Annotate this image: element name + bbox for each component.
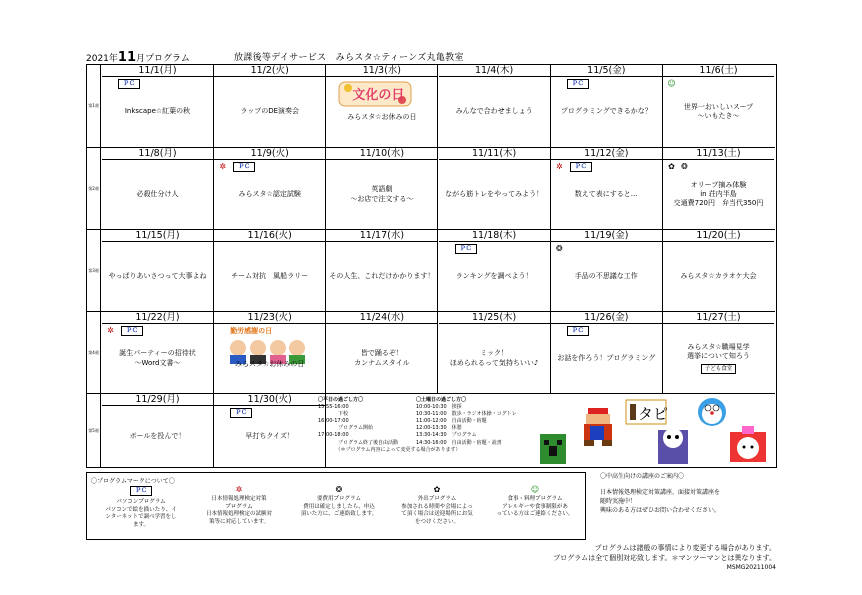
saturday-row: 12:00-13:30 休憩 [416, 425, 462, 432]
day-event [441, 162, 548, 227]
event-line: 英語劇 [371, 185, 393, 194]
weekday-row: 15:55-16:00 [318, 404, 349, 411]
day-event [104, 408, 211, 465]
legend-item-desc: ンターネットで調べ学習をし [105, 514, 177, 520]
legend-item-desc: っている方はご連絡ください。 [496, 511, 574, 517]
week-label: 第1週 [87, 65, 101, 147]
legend-item [389, 484, 485, 526]
day-cell [214, 394, 326, 467]
legend-item-desc: 日本情報処理検定の試験対 [205, 511, 272, 517]
kinro-kansha-art [224, 326, 308, 364]
day-date: 11/29(月) [102, 394, 213, 406]
day-date: 11/25(木) [439, 312, 550, 324]
doraemon-icon [698, 398, 726, 426]
day-cell [663, 65, 774, 147]
day-event [216, 79, 323, 145]
legend-item-name: 食事・料理プログラム [507, 496, 563, 502]
day-cell [326, 230, 438, 311]
day-cell [326, 65, 438, 147]
license-icon: ✲ [219, 162, 227, 171]
day-date: 11/10(水) [326, 148, 437, 160]
ghost-character-icon [658, 428, 688, 464]
legend-item-name: 要費用プログラム [317, 496, 361, 502]
day-date: 11/8(月) [102, 148, 213, 160]
day-event [216, 408, 323, 465]
day-event [328, 162, 435, 227]
pc-tag: ＰＣ [455, 244, 477, 254]
day-date: 11/12(金) [551, 148, 662, 160]
week-label: 第4週 [87, 312, 101, 393]
event-line: ～お店で注文する～ [350, 194, 414, 203]
day-event [328, 244, 435, 309]
event-line: やっぱりあいさつって大事よね [108, 271, 207, 280]
day-cell [326, 148, 438, 229]
weekday-row: 17:00-18:00 [318, 432, 349, 439]
bunka-no-hi-art [338, 80, 412, 108]
day-event [665, 162, 772, 227]
day-date: 11/22(月) [102, 312, 213, 324]
course-info [600, 472, 777, 542]
day-cell [663, 312, 774, 393]
day-event [665, 79, 772, 145]
legend-item-desc: 頂いた方に、ご連絡致します。 [300, 511, 378, 517]
day-event [553, 162, 660, 227]
legend-item-name: 外出プログラム [417, 496, 457, 502]
event-line: 数えて表にすると… [574, 189, 638, 198]
day-date: 11/11(木) [439, 148, 550, 160]
legend-item [191, 484, 287, 526]
event-line: ミック！ [480, 349, 509, 358]
day-date: 11/20(土) [663, 230, 774, 242]
day-date: 11/24(水) [326, 312, 437, 324]
day-cell [214, 230, 326, 311]
info-line: 興味のある方はぜひお問い合わせください。 [600, 507, 721, 514]
weekday-title: 〇平日の過ごし方〇 [318, 397, 364, 403]
fee-icon: ❂ [681, 162, 688, 171]
event-line: チーム対抗 風船ラリー [231, 271, 309, 280]
legend-item [93, 484, 189, 529]
pc-tag: ＰＣ [570, 162, 592, 172]
header-month: 11 [117, 50, 136, 65]
day-event [328, 113, 435, 145]
tapi-logo-icon [626, 400, 668, 424]
fee-icon: ❂ [555, 244, 563, 253]
day-date: 11/26(金) [551, 312, 662, 324]
license-icon: ✲ [555, 162, 563, 171]
event-line: ランキングを調べよう！ [455, 271, 533, 280]
decor-characters [538, 392, 776, 467]
week-row [87, 311, 775, 393]
event-line: お話を作ろう！プログラミング [557, 353, 656, 362]
event-line: みらスタ☆お休みの日 [347, 113, 417, 121]
day-event [553, 244, 660, 309]
day-date: 11/15(月) [102, 230, 213, 242]
day-cell [214, 312, 326, 393]
header-program-title: 放課後等デイサービス みらスタ☆ティーンズ丸亀教室 [234, 53, 464, 63]
week-label: 第5週 [87, 394, 101, 467]
day-date: 11/1(月) [102, 65, 213, 77]
event-line: ながら筋トレをやってみよう！ [445, 189, 544, 198]
day-event [104, 326, 211, 391]
day-date: 11/19(金) [551, 230, 662, 242]
legend-item-desc: をつけください。 [414, 518, 459, 525]
day-event [441, 79, 548, 145]
day-date: 11/9(火) [214, 148, 325, 160]
license-icon: ✲ [107, 326, 114, 335]
day-date: 11/18(木) [439, 230, 550, 242]
event-line: ほめられるって気持ちいい♪ [449, 358, 539, 367]
legend-item-desc: ます。 [132, 521, 150, 528]
week-label: 第2週 [87, 148, 101, 229]
legend-item [291, 484, 387, 519]
pc-tag: ＰＣ [233, 162, 255, 172]
info-title: 〇中高生向けの講座のご案内〇 [600, 473, 685, 480]
minecraft-creeper-icon [540, 434, 566, 464]
day-date: 11/17(水) [326, 230, 437, 242]
day-cell [439, 148, 551, 229]
day-event [216, 360, 323, 391]
outing-icon: ✿ [433, 485, 441, 494]
day-cell [551, 230, 663, 311]
event-line: Inkscape☆紅葉の秋 [124, 107, 191, 116]
weekday-row: プログラム終了後自由活動 [318, 439, 398, 446]
legend-item-name: 日本情報処理検定対策 [211, 496, 267, 502]
event-line: ～いもたき～ [697, 112, 740, 120]
day-date: 11/5(金) [551, 65, 662, 77]
legend-item-name: パソコンプログラム [116, 499, 166, 505]
day-date: 11/13(土) [663, 148, 774, 160]
week-row [87, 65, 775, 147]
event-line: in 荘内半島 [700, 189, 737, 198]
fee-icon: ❂ [335, 485, 343, 494]
legend-box [86, 472, 586, 540]
day-date: 11/4(木) [439, 65, 550, 77]
legend-item-desc: て頂く場合は送迎場所にお気 [401, 511, 473, 517]
day-cell [102, 394, 214, 467]
day-date: 11/16(火) [214, 230, 325, 242]
day-date: 11/23(火) [214, 312, 325, 324]
event-line: みらスタ☆お休みの日 [235, 360, 305, 368]
day-date: 11/27(土) [663, 312, 774, 324]
event-line: 必殺仕分け人 [136, 189, 179, 198]
saturday-row: 10:30-11:00 散歩・ラジオ体操・コグトレ [416, 411, 517, 418]
saturday-schedule [416, 397, 517, 447]
day-date: 11/6(土) [663, 65, 774, 77]
day-date: 11/30(火) [214, 394, 325, 406]
weekday-row: 16:00-17:00 [318, 418, 349, 425]
legend-item-desc: 参加される時間や会場によっ [401, 503, 473, 510]
day-event [665, 326, 772, 391]
event-line: ボールを投んで！ [129, 431, 186, 440]
legend-item-name: プログラム [225, 503, 253, 510]
cooking-icon: ☺ [530, 485, 540, 494]
event-line: みらスタ☆職場見学 [687, 342, 750, 351]
event-line: 誕生パーティーの招待状 [119, 349, 196, 358]
day-event [104, 162, 211, 227]
saturday-row: 14:30-16:00 自由活動・宿題・読書 [416, 439, 502, 446]
pc-tag: ＰＣ [230, 408, 252, 418]
footer-note: プログラムは全て個別対応致します。＊マンツーマンとは異なります。 [553, 553, 776, 562]
weekday-row: 下校 [318, 411, 349, 418]
bunka-no-hi-text: 文化の日 [352, 88, 405, 103]
event-line: オリーブ摘み体験 [690, 180, 747, 189]
event-line: 交通費720円 弁当代350円 [673, 199, 764, 208]
footer-note: プログラムは諸般の事情により変更する場合があります。 [594, 544, 776, 552]
kodomo-shokudo-badge: 子ども食堂 [701, 364, 737, 374]
day-cell [551, 148, 663, 229]
day-cell [551, 312, 663, 393]
event-line: みらスタ☆認定試験 [238, 189, 301, 198]
event-line: プログラミングできるかな？ [560, 107, 652, 116]
page-header [86, 47, 776, 63]
event-line: 早打ちクイズ！ [245, 431, 294, 440]
footer-code: MSMG20211004 [726, 564, 776, 571]
event-line: 手品の不思議な工作 [574, 271, 638, 280]
day-event [104, 79, 211, 145]
day-event [441, 326, 548, 391]
day-cell [214, 148, 326, 229]
info-line: 随時実施中！ [600, 498, 637, 505]
legend-item [487, 484, 583, 519]
day-cell [326, 312, 438, 393]
kinro-kansha-text: 勤労感謝の日 [230, 327, 273, 335]
legend-item-desc: 策等に対応しています。 [208, 518, 270, 525]
footer [553, 544, 776, 573]
pc-tag: ＰＣ [130, 486, 152, 496]
day-date: 11/3(水) [326, 65, 437, 77]
day-cell [102, 230, 214, 311]
header-year: 2021年11月プログラム [86, 50, 190, 65]
legend-item-desc: アレルギーや食事制限があ [502, 503, 568, 510]
day-event [216, 244, 323, 309]
day-event [441, 244, 548, 309]
license-icon: ✲ [235, 485, 243, 494]
mario-icon [584, 408, 612, 446]
legend-item-desc: パソコンで絵を描いたり、イ [105, 506, 177, 513]
event-line: みらスタ☆カラオケ大会 [680, 271, 757, 280]
day-cell [439, 230, 551, 311]
day-cell [102, 312, 214, 393]
day-event [665, 244, 772, 309]
day-event [328, 326, 435, 391]
info-line: 日本情報処理検定対策講座、面接対策講座を [600, 489, 721, 496]
day-cell [102, 65, 214, 147]
saturday-row: 10:00-10:30 挨拶 [416, 404, 462, 411]
day-cell [439, 65, 551, 147]
day-cell [663, 148, 774, 229]
pc-tag: ＰＣ [567, 326, 589, 336]
day-cell [439, 312, 551, 393]
day-cell [102, 148, 214, 229]
outing-icon: ✿ [668, 162, 675, 171]
saturday-row: 11:00-12:00 自由活動・宿題 [416, 418, 487, 425]
legend-item-desc: 費用は確定しましたら、申込 [303, 503, 375, 510]
melody-character-icon [730, 426, 766, 462]
event-line: 皆で踊るぞ！ [360, 349, 403, 358]
event-line: ～Word文書～ [134, 358, 181, 367]
week-label: 第3週 [87, 230, 101, 311]
pc-tag: ＰＣ [121, 326, 143, 336]
pc-tag: ＰＣ [118, 79, 140, 89]
weekday-row: プログラム開始 [318, 425, 373, 432]
event-line: みんなで合わせましょう [455, 107, 533, 116]
week-row [87, 147, 775, 229]
event-line: 選挙について知ろう [687, 352, 750, 360]
event-line: その人生、これだけかかります！ [329, 271, 435, 280]
cooking-icon: ☺ [667, 79, 676, 88]
day-event [104, 244, 211, 309]
svg-text:タピ: タピ [638, 405, 669, 423]
saturday-row: 13:30-14:30 プログラム [416, 432, 477, 439]
day-date: 11/2(火) [214, 65, 325, 77]
saturday-title: 〇土曜日の過ごし方〇 [416, 397, 467, 403]
legend-title: 〇プログラムマークについて〇 [91, 478, 175, 485]
weekday-row: （＊プログラム内容によって変更する場合があります） [318, 446, 461, 453]
event-line: ラップのDE演奏会 [240, 107, 300, 116]
day-event [553, 79, 660, 145]
day-cell [551, 65, 663, 147]
day-event [216, 162, 323, 227]
event-line: カンナムスタイル [354, 358, 410, 367]
week-row [87, 229, 775, 311]
day-cell [663, 230, 774, 311]
event-line: 世界一おいしいスープ [683, 102, 754, 111]
pc-tag: ＰＣ [567, 79, 589, 89]
day-cell [214, 65, 326, 147]
day-event [553, 326, 660, 391]
